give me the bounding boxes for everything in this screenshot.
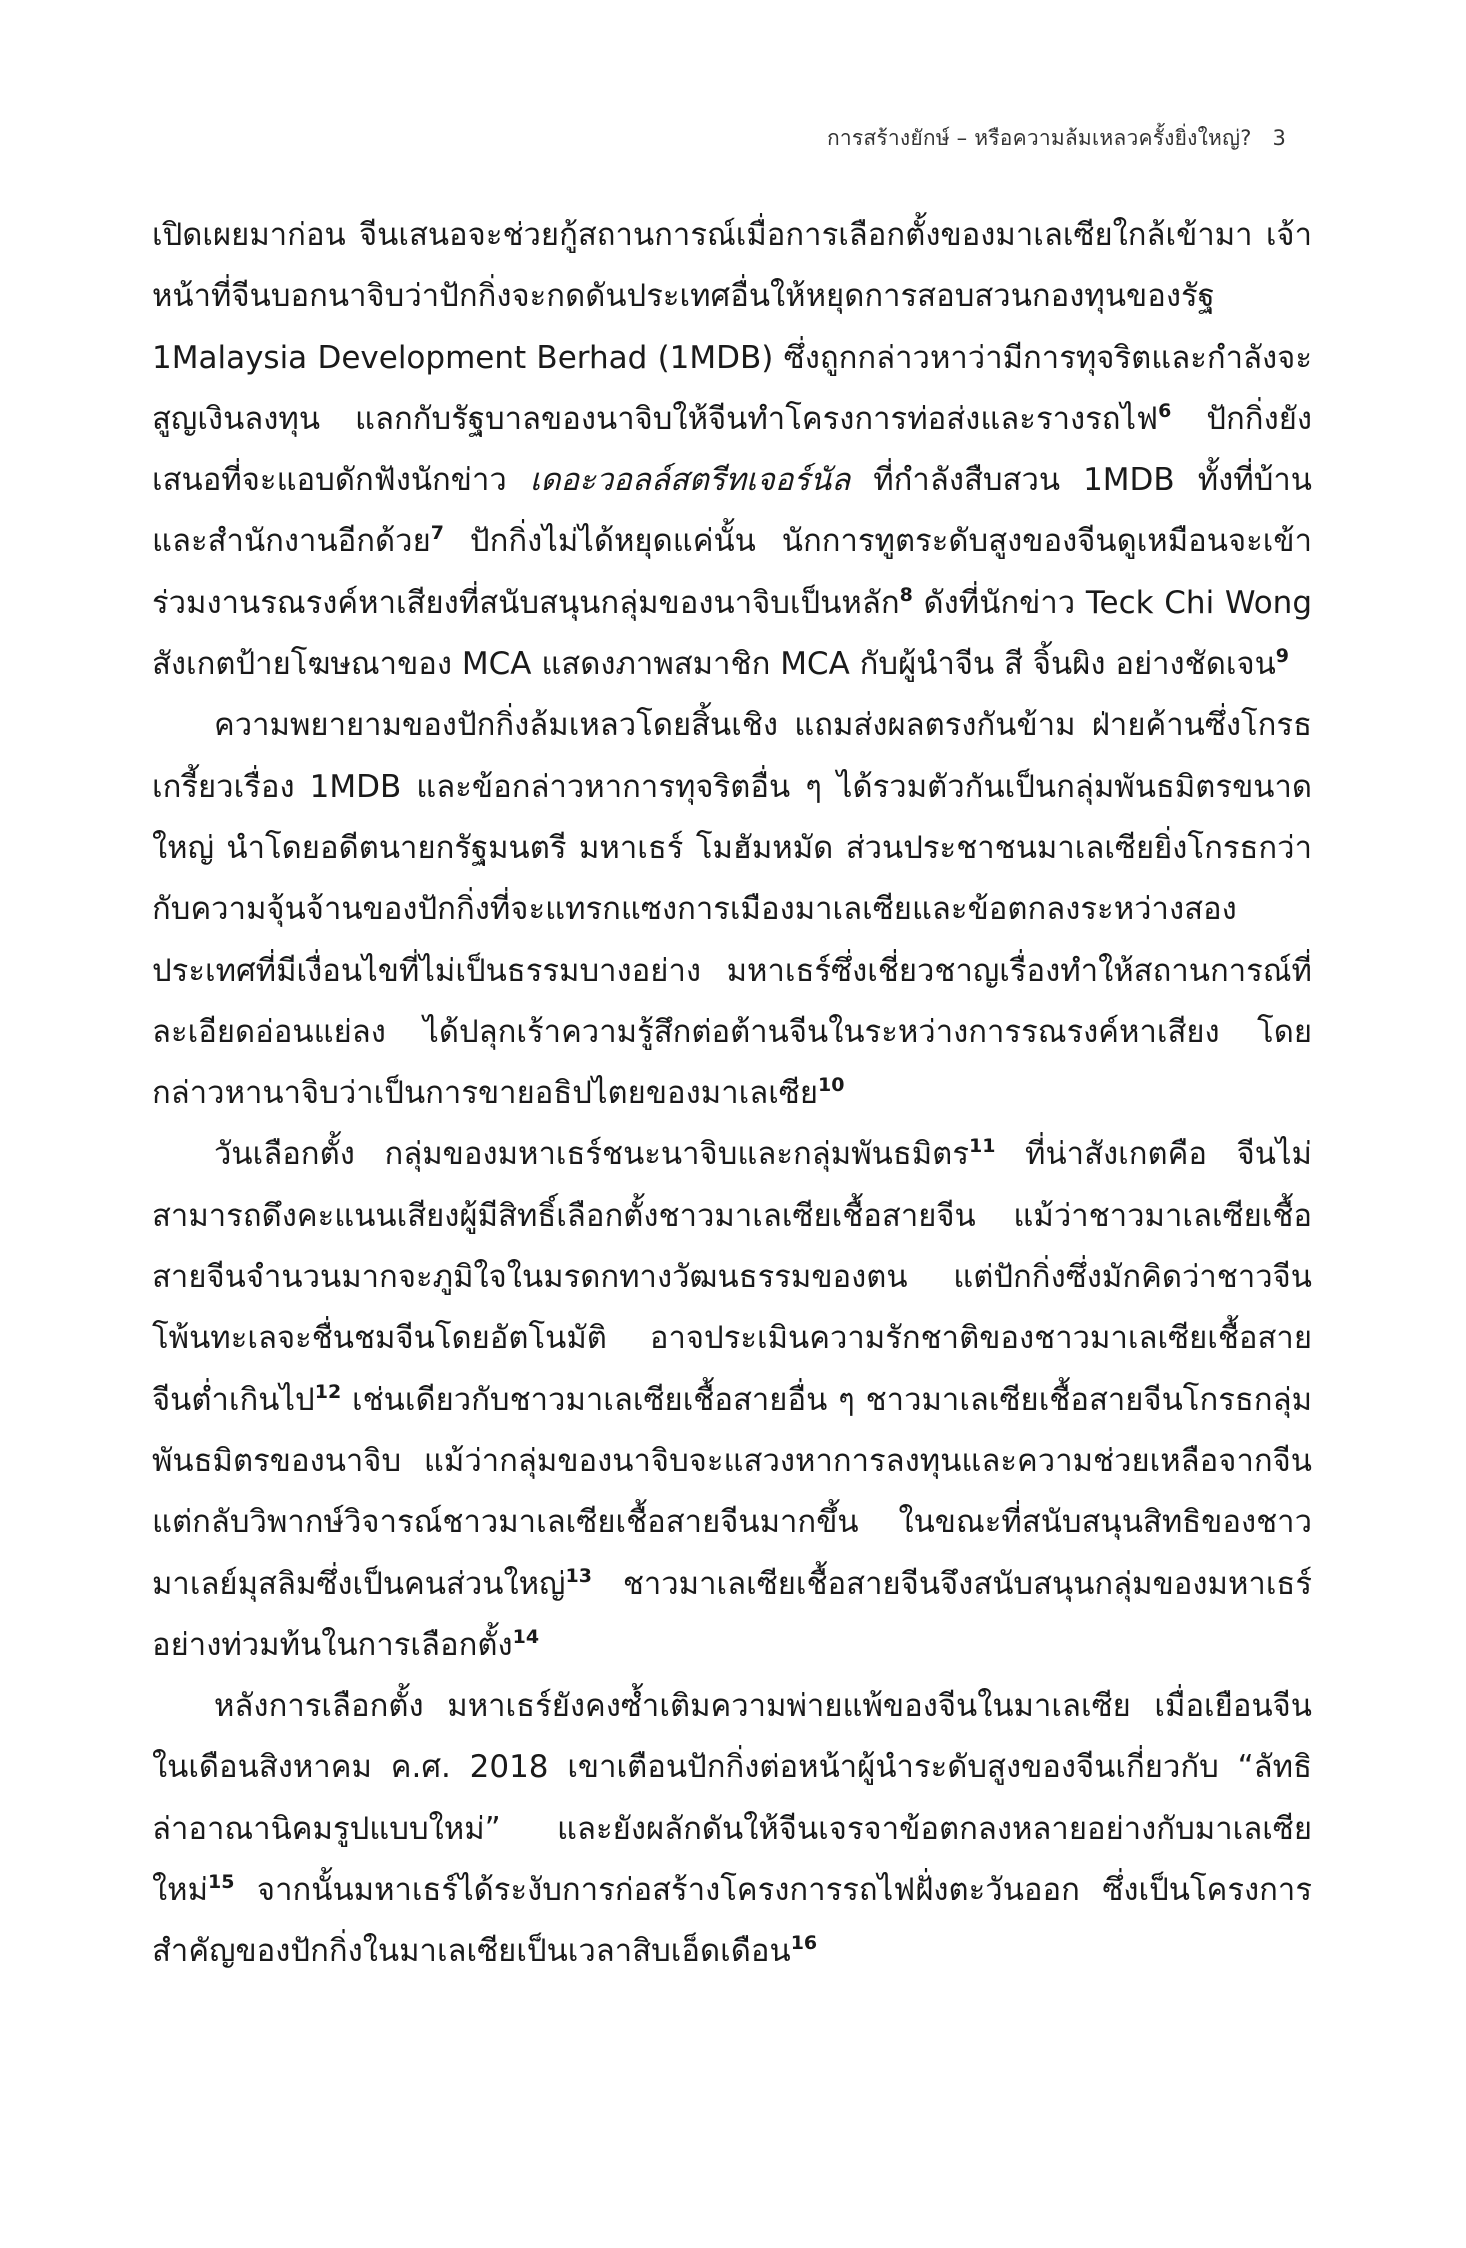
text-run: ดังที่นักข่าว Teck Chi Wong สังเกตป้ายโฆษณาของ MCA แสดงภาพสมาชิก MCA กับผู้นำจีน สี จิ้นผิง อย่างชัดเจน (152, 584, 1312, 683)
text-run: ชาวมาเลเซียเชื้อสายจีนจึงสนับสนุนกลุ่มของมหาเธร์อย่างท่วมท้นในการเลือกตั้ง (152, 1565, 1312, 1663)
footnote-ref: 8 (899, 583, 913, 606)
footnote-ref: 6 (1158, 399, 1172, 422)
footnote-ref: 9 (1275, 645, 1290, 668)
page-number: 3 (1272, 126, 1286, 150)
text-run: เปิดเผยมาก่อน จีนเสนอจะช่วยกู้สถานการณ์เมื่อการเลือกตั้งของมาเลเซียใกล้เข้ามา เจ้าหน้าที่จีนบอกนาจิบว่าปักกิ่งจะกดดันประเทศอื่นให้หยุดการสอบสวนกองทุนของรัฐ 1Malaysia Development Berhad (1MDB) ซึ่งถูกกล่าวหาว่ามีการทุจริตและกำลังจะสูญเงินลงทุน แลกกับรัฐบาลของนาจิบให้จีนทำโครงการท่อส่งและรางรถไฟ (152, 217, 1312, 437)
running-header-title: การสร้างยักษ์ – หรือความล้มเหลวครั้งยิ่งใหญ่? (827, 126, 1252, 150)
text-run: ความพยายามของปักกิ่งล้มเหลวโดยสิ้นเชิง แถมส่งผลตรงกันข้าม ฝ่ายค้านซึ่งโกรธเกรี้ยวเรื่อง 1MDB และข้อกล่าวหาการทุจริตอื่น ๆ ได้รวมตัวกันเป็นกลุ่มพันธมิตรขนาดใหญ่ นำโดยอดีตนายกรัฐมนตรี มหาเธร์ โมฮัมหมัด ส่วนประชาชนมาเลเซียยิ่งโกรธกว่ากับความจุ้นจ้านของปักกิ่งที่จะแทรกแซงการเมืองมาเลเซียและข้อตกลงระหว่างสองประเทศที่มีเงื่อนไขที่ไม่เป็นธรรมบางอย่าง มหาเธร์ซึ่งเชี่ยวชาญเรื่องทำให้สถานการณ์ที่ละเอียดอ่อนแย่ลง ได้ปลุกเร้าความรู้สึกต่อต้านจีนในระหว่างการรณรงค์หาเสียง โดยกล่าวหานาจิบว่าเป็นการขายอธิปไตยของมาเลเซีย (152, 707, 1312, 1112)
text-run: เช่นเดียวกับชาวมาเลเซียเชื้อสายอื่น ๆ ชาวมาเลเซียเชื้อสายจีนโกรธกลุ่มพันธมิตรของนาจิบ แม้ว่ากลุ่มของนาจิบจะแสวงหาการลงทุนและความช่วยเหลือจากจีน แต่กลับวิพากษ์วิจารณ์ชาวมาเลเซียเชื้อสายจีนมากขึ้น ในขณะที่สนับสนุนสิทธิของชาวมาเลย์มุสลิมซึ่งเป็นคนส่วนใหญ่ (152, 1381, 1312, 1602)
paragraph (152, 1124, 1312, 1676)
paragraph (152, 1676, 1312, 1982)
footnote-ref: 16 (790, 1932, 818, 1955)
paragraph (152, 205, 1312, 695)
text-run: ที่กำลังสืบสวน 1MDB ทั้งที่บ้านและสำนักงานอีกด้วย (152, 462, 1312, 560)
footnote-ref: 14 (512, 1625, 540, 1648)
italic-title: เดอะวอลล์สตรีทเจอร์นัล (529, 462, 851, 499)
footnote-ref: 7 (430, 522, 444, 545)
body-text (152, 205, 1312, 1983)
text-run: ปักกิ่งยังเสนอที่จะแอบดักฟังนักข่าว (152, 400, 1313, 499)
paragraph (152, 695, 1312, 1124)
footnote-ref: 15 (208, 1871, 235, 1894)
footnote-ref: 12 (314, 1380, 342, 1403)
text-run: ที่น่าสังเกตคือ จีนไม่สามารถดึงคะแนนเสียงผู้มีสิทธิ์เลือกตั้งชาวมาเลเซียเชื้อสายจีน แม้ว่าชาวมาเลเซียเชื้อสายจีนจำนวนมากจะภูมิใจในมรดกทางวัฒนธรรมของตน แต่ปักกิ่งซึ่งมักคิดว่าชาวจีนโพ้นทะเลจะชื่นชมจีนโดยอัตโนมัติ อาจประเมินความรักชาติของชาวมาเลเซียเชื้อสายจีนต่ำเกินไป (152, 1136, 1312, 1418)
footnote-ref: 11 (968, 1135, 996, 1158)
footnote-ref: 10 (818, 1074, 845, 1097)
text-run: ปักกิ่งไม่ได้หยุดแค่นั้น นักการทูตระดับสูงของจีนดูเหมือนจะเข้าร่วมงานรณรงค์หาเสียงที่สนับสนุนกลุ่มของนาจิบเป็นหลัก (152, 523, 1312, 621)
text-run: หลังการเลือกตั้ง มหาเธร์ยังคงซ้ำเติมความพ่ายแพ้ของจีนในมาเลเซีย เมื่อเยือนจีนในเดือนสิงหาคม ค.ศ. 2018 เขาเตือนปักกิ่งต่อหน้าผู้นำระดับสูงของจีนเกี่ยวกับ “ลัทธิล่าอาณานิคมรูปแบบใหม่” และยังผลักดันให้จีนเจรจาข้อตกลงหลายอย่างกับมาเลเซียใหม่ (152, 1688, 1312, 1909)
footnote-ref: 13 (565, 1564, 592, 1587)
text-run: วันเลือกตั้ง กลุ่มของมหาเธร์ชนะนาจิบและกลุ่มพันธมิตร (214, 1136, 969, 1173)
running-header (827, 122, 1286, 155)
text-run: จากนั้นมหาเธร์ได้ระงับการก่อสร้างโครงการรถไฟฝั่งตะวันออก ซึ่งเป็นโครงการสำคัญของปักกิ่งในมาเลเซียเป็นเวลาสิบเอ็ดเดือน (152, 1872, 1312, 1970)
